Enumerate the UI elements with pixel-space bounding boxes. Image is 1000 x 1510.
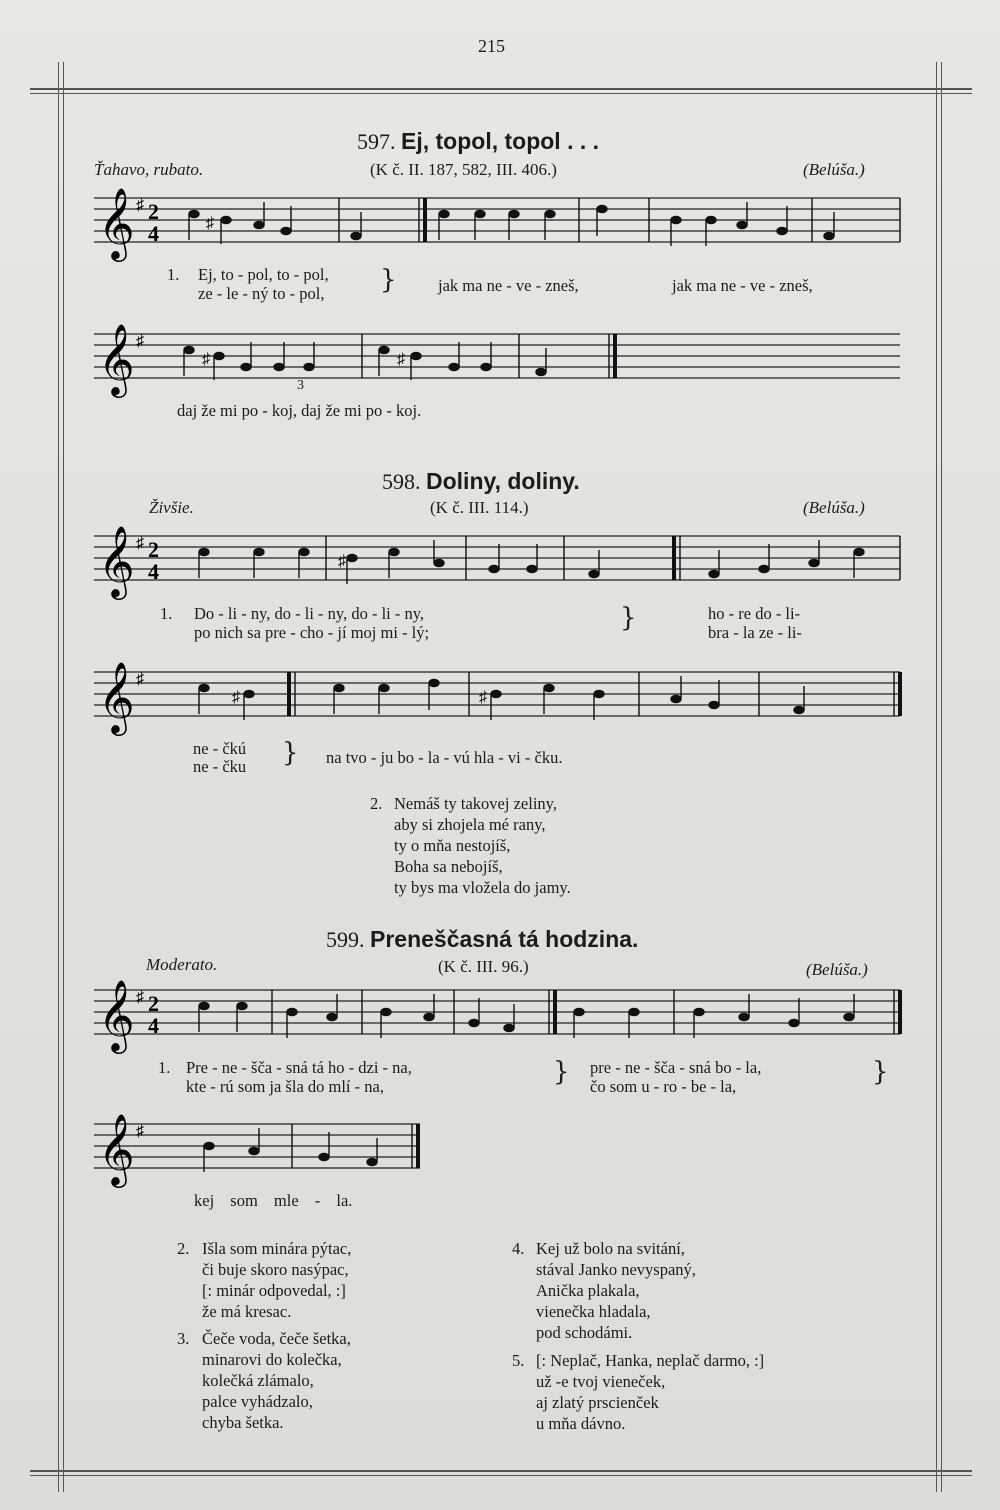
- song-598-staff-1: [94, 528, 904, 596]
- notes: [189, 198, 900, 246]
- song-599-number: 599.: [326, 927, 365, 952]
- song-598-verse-2-text: Nemáš ty takovej zeliny, aby si zhojela mé rany, ty o mňa nestojíš, Boha sa nebojíš, ty bys ma vložela do jamy.: [394, 794, 571, 897]
- song-598-verse-2-number: 2.: [370, 794, 383, 813]
- song-598-lyrics-a2: po nich sa pre - cho - jí moj mi - lý;: [194, 623, 430, 642]
- song-599-tempo: Moderato.: [146, 955, 218, 974]
- song-598-number: 598.: [382, 469, 421, 494]
- staff-lines: [94, 536, 900, 580]
- song-597-tempo: Ťahavo, rubato.: [94, 160, 204, 179]
- key-sharp-icon: ♯: [136, 1123, 144, 1140]
- key-sharp-icon: ♯: [136, 535, 144, 552]
- frame-right-line-inner: [941, 62, 942, 1492]
- song-599-verse-4-number: 4.: [512, 1239, 525, 1258]
- song-599-lyrics-row2: kej som mle - la.: [194, 1191, 353, 1210]
- time-signature-bottom: 4: [148, 1013, 159, 1038]
- notes: [199, 990, 900, 1038]
- song-599-lyrics-a2: kte - rú som ja šla do mlí - na,: [186, 1077, 384, 1096]
- brace-icon: }: [553, 1057, 570, 1087]
- brace-icon: }: [872, 1057, 889, 1087]
- staff-lines: [94, 198, 900, 242]
- time-signature-bottom: 4: [148, 559, 159, 584]
- song-599-title-text: Preneščasná tá hodzina.: [370, 926, 639, 952]
- song-597-verse-number: 1.: [167, 265, 180, 284]
- song-599-verse-3-number: 3.: [177, 1329, 190, 1348]
- frame-bottom-line: [30, 1470, 972, 1472]
- svg-text:♯: ♯: [202, 351, 210, 368]
- song-598-staff-2: [94, 664, 904, 732]
- song-598-verse-number: 1.: [160, 604, 173, 623]
- frame-left-line: [58, 62, 59, 1492]
- key-sharp-icon: ♯: [136, 671, 144, 688]
- notes: [204, 1124, 418, 1172]
- notes: [199, 536, 900, 584]
- treble-clef-icon: 𝄞: [98, 982, 135, 1050]
- time-signature-top: 2: [148, 537, 159, 562]
- time-signature-top: 2: [148, 199, 159, 224]
- song-598-lyrics-b2: bra - la ze - li-: [708, 623, 802, 642]
- brace-icon: }: [282, 738, 299, 768]
- brace-icon: }: [620, 603, 637, 633]
- song-598-lyrics-a1: Do - li - ny, do - li - ny, do - li - ny,: [194, 604, 425, 623]
- song-597-lyrics-row2: daj že mi po - koj, daj že mi po - koj.: [177, 401, 422, 420]
- song-597-staff-1: [94, 190, 904, 258]
- key-sharp-icon: ♯: [136, 333, 144, 350]
- svg-text:♯: ♯: [397, 351, 405, 368]
- song-599-verse-3-text: Čeče voda, čeče šetka, minarovi do kolečka, kolečká zlámalo, palce vyhádzalo, chyba šetka.: [202, 1329, 351, 1432]
- song-598-title-text: Doliny, doliny.: [426, 468, 580, 494]
- song-597-title: [357, 128, 599, 155]
- key-sharp-icon: ♯: [136, 989, 144, 1006]
- song-598-lyrics-c1: ne - čkú: [193, 739, 247, 758]
- notes: [199, 672, 900, 720]
- song-599-verse-2-number: 2.: [177, 1239, 190, 1258]
- frame-top-line-inner: [30, 93, 972, 94]
- frame-left-line-inner: [63, 62, 64, 1492]
- song-599-lyrics-b2: čo som u - ro - be - la,: [590, 1077, 737, 1096]
- song-599-verse-5-number: 5.: [512, 1351, 525, 1370]
- notes: [184, 334, 615, 380]
- song-598-lyrics-c2: ne - čku: [193, 757, 247, 776]
- song-598-reference: (K č. III. 114.): [430, 498, 529, 517]
- staff-lines: [94, 990, 900, 1034]
- song-599-verse-number: 1.: [158, 1058, 171, 1077]
- song-599-staff-2: [94, 1116, 424, 1184]
- song-597-triplet-mark: 3: [297, 378, 304, 393]
- svg-text:♯: ♯: [206, 215, 214, 232]
- song-597-staff-2: [94, 326, 904, 394]
- song-597-lyrics-a1: Ej, to - pol, to - pol,: [198, 265, 329, 284]
- brace-icon: }: [380, 265, 397, 295]
- song-597-lyrics-b: jak ma ne - ve - zneš,: [438, 276, 579, 295]
- song-599-title: [326, 926, 638, 953]
- song-597-source: (Belúša.): [803, 160, 865, 179]
- frame-top-line: [30, 88, 972, 90]
- frame-right-line: [936, 62, 937, 1492]
- treble-clef-icon: 𝄞: [98, 326, 135, 394]
- song-598-lyrics-b1: ho - re do - li-: [708, 604, 801, 623]
- svg-text:♯: ♯: [232, 689, 240, 706]
- song-597-reference: (K č. II. 187, 582, III. 406.): [370, 160, 557, 179]
- song-599-verse-4-text: Kej už bolo na svitání, stával Janko nevyspaný, Anička plakala, vienečka hladala, pod schodámi.: [536, 1239, 696, 1342]
- song-599-source: (Belúša.): [806, 960, 868, 979]
- svg-text:♯: ♯: [479, 689, 487, 706]
- time-signature-bottom: 4: [148, 221, 159, 246]
- treble-clef-icon: 𝄞: [98, 1116, 135, 1184]
- song-597-title-text: Ej, topol, topol . . .: [401, 128, 600, 154]
- key-sharp-icon: ♯: [136, 197, 144, 214]
- treble-clef-icon: 𝄞: [98, 664, 135, 732]
- song-598-source: (Belúša.): [803, 498, 865, 517]
- song-599-staff-1: [94, 982, 904, 1050]
- song-597-number: 597.: [357, 129, 396, 154]
- song-598-title: [382, 468, 580, 495]
- song-599-verse-5-text: [: Neplač, Hanka, neplač darmo, :] už -e tvoj vieneček, aj zlatý prscienček u mňa dávno.: [536, 1351, 765, 1433]
- song-599-verse-2-text: Išla som minára pýtac, či buje skoro nasýpac, [: minár odpovedal, :] že má kresac.: [202, 1239, 352, 1321]
- treble-clef-icon: 𝄞: [98, 190, 135, 258]
- time-signature-top: 2: [148, 991, 159, 1016]
- frame-bottom-line-inner: [30, 1475, 972, 1476]
- song-598-tempo: Živšie.: [149, 498, 194, 517]
- svg-text:♯: ♯: [338, 553, 346, 570]
- song-598-lyrics-d: na tvo - ju bo - la - vú hla - vi - čku.: [326, 748, 563, 767]
- page-number: 215: [478, 36, 505, 56]
- song-599-reference: (K č. III. 96.): [438, 957, 529, 976]
- song-599-lyrics-a1: Pre - ne - šča - sná tá ho - dzi - na,: [186, 1058, 412, 1077]
- song-597-lyrics-a2: ze - le - ný to - pol,: [198, 284, 325, 303]
- treble-clef-icon: 𝄞: [98, 528, 135, 596]
- song-599-lyrics-b1: pre - ne - šča - sná bo - la,: [590, 1058, 762, 1077]
- song-597-lyrics-c: jak ma ne - ve - zneš,: [672, 276, 813, 295]
